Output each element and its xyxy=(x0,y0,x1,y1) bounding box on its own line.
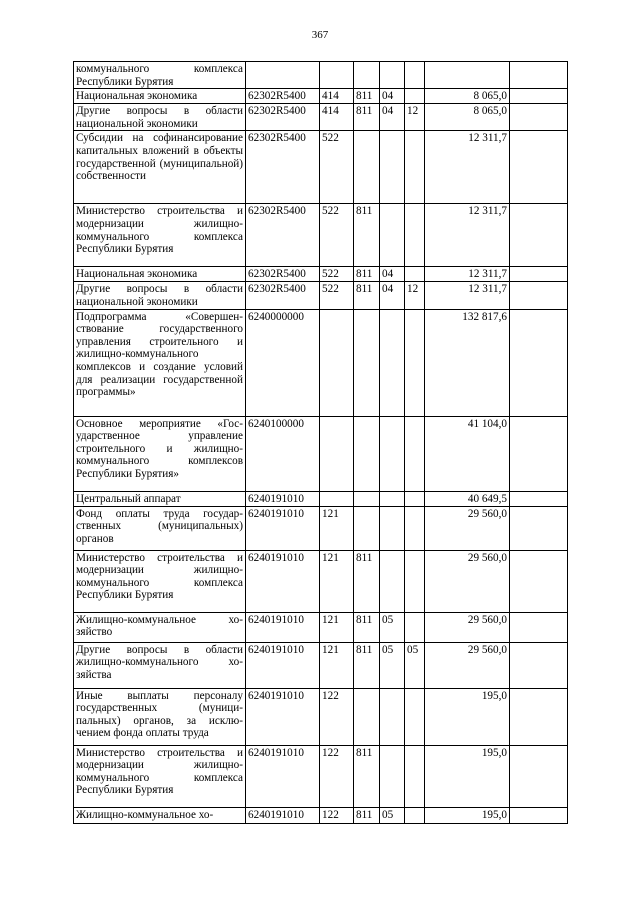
row-subsection-cell xyxy=(405,62,425,89)
budget-table-body xyxy=(74,62,568,824)
table-row xyxy=(74,491,568,506)
row-section-cell: 05 xyxy=(380,642,405,688)
table-row xyxy=(74,642,568,688)
row-administrator-cell: 811 xyxy=(354,267,380,282)
row-administrator-cell: 811 xyxy=(354,807,380,823)
row-amount-cell xyxy=(425,62,510,89)
row-empty-cell xyxy=(510,62,568,89)
row-section-cell xyxy=(380,745,405,807)
row-expense-type-cell: 522 xyxy=(320,282,354,309)
row-administrator-cell: 811 xyxy=(354,612,380,642)
row-empty-cell xyxy=(510,309,568,416)
row-target-article-cell: 62302R5400 xyxy=(246,204,320,267)
row-expense-type-cell: 121 xyxy=(320,506,354,550)
row-target-article-cell: 6240191010 xyxy=(246,550,320,612)
row-name-cell: коммунального комплекса Республики Бурятия xyxy=(74,62,246,89)
row-administrator-cell xyxy=(354,62,380,89)
row-expense-type-cell: 522 xyxy=(320,131,354,204)
row-name-cell: Министерство строительства и модернизации жилищно-коммунального комплекса Республики Бурятия xyxy=(74,204,246,267)
row-amount-cell: 41 104,0 xyxy=(425,416,510,491)
row-target-article-cell: 6240191010 xyxy=(246,506,320,550)
row-name-cell: Жилищно-коммунальное хозяйство xyxy=(74,612,246,642)
row-name-cell: Жилищно-коммунальное хо- xyxy=(74,807,246,823)
row-amount-cell: 132 817,6 xyxy=(425,309,510,416)
table-row xyxy=(74,807,568,823)
row-section-cell xyxy=(380,688,405,745)
row-subsection-cell xyxy=(405,612,425,642)
row-expense-type-cell: 122 xyxy=(320,745,354,807)
row-empty-cell xyxy=(510,131,568,204)
row-empty-cell xyxy=(510,416,568,491)
row-empty-cell xyxy=(510,642,568,688)
row-expense-type-cell xyxy=(320,491,354,506)
page-number: 367 xyxy=(311,29,329,41)
row-name-cell: Подпрограмма «Совершенствование государственного управления строительного и жилищно-коммунального комплексов и создание условий для реализации государственной программы» xyxy=(74,309,246,416)
row-expense-type-cell xyxy=(320,309,354,416)
row-administrator-cell xyxy=(354,131,380,204)
row-administrator-cell xyxy=(354,309,380,416)
row-expense-type-cell: 122 xyxy=(320,807,354,823)
table-row xyxy=(74,416,568,491)
row-target-article-cell: 62302R5400 xyxy=(246,89,320,104)
table-row xyxy=(74,267,568,282)
row-empty-cell xyxy=(510,807,568,823)
row-amount-cell: 29 560,0 xyxy=(425,550,510,612)
row-target-article-cell xyxy=(246,62,320,89)
table-row xyxy=(74,104,568,131)
row-section-cell: 04 xyxy=(380,267,405,282)
row-administrator-cell: 811 xyxy=(354,282,380,309)
row-empty-cell xyxy=(510,688,568,745)
row-name-cell: Субсидии на софинансирование капитальных вложений в объекты государственной (муниципальной) собственности xyxy=(74,131,246,204)
table-row xyxy=(74,745,568,807)
row-name-cell: Основное мероприятие «Государственное управление строительного и жилищно-коммунального комплексов Республики Бурятия» xyxy=(74,416,246,491)
row-amount-cell: 12 311,7 xyxy=(425,204,510,267)
row-target-article-cell: 6240000000 xyxy=(246,309,320,416)
row-empty-cell xyxy=(510,612,568,642)
row-amount-cell: 195,0 xyxy=(425,688,510,745)
row-name-cell: Министерство строительства и модернизации жилищно-коммунального комплекса Республики Бурятия xyxy=(74,745,246,807)
row-amount-cell: 8 065,0 xyxy=(425,89,510,104)
row-target-article-cell: 6240100000 xyxy=(246,416,320,491)
row-target-article-cell: 62302R5400 xyxy=(246,131,320,204)
row-administrator-cell xyxy=(354,688,380,745)
row-amount-cell: 8 065,0 xyxy=(425,104,510,131)
row-subsection-cell xyxy=(405,416,425,491)
row-empty-cell xyxy=(510,104,568,131)
row-target-article-cell: 6240191010 xyxy=(246,807,320,823)
table-row xyxy=(74,89,568,104)
row-section-cell: 05 xyxy=(380,612,405,642)
table-row xyxy=(74,550,568,612)
row-section-cell xyxy=(380,416,405,491)
row-amount-cell: 195,0 xyxy=(425,807,510,823)
row-amount-cell: 29 560,0 xyxy=(425,506,510,550)
row-administrator-cell xyxy=(354,416,380,491)
row-empty-cell xyxy=(510,204,568,267)
row-amount-cell: 40 649,5 xyxy=(425,491,510,506)
table-row xyxy=(74,309,568,416)
budget-table xyxy=(73,61,568,824)
row-subsection-cell xyxy=(405,89,425,104)
row-administrator-cell: 811 xyxy=(354,550,380,612)
row-section-cell xyxy=(380,62,405,89)
row-expense-type-cell: 121 xyxy=(320,550,354,612)
row-amount-cell: 12 311,7 xyxy=(425,282,510,309)
row-subsection-cell: 12 xyxy=(405,104,425,131)
row-name-cell: Иные выплаты персоналу государственных (муниципальных) органов, за исключением фонда оплаты труда xyxy=(74,688,246,745)
row-expense-type-cell: 414 xyxy=(320,104,354,131)
row-expense-type-cell: 122 xyxy=(320,688,354,745)
row-administrator-cell: 811 xyxy=(354,204,380,267)
row-administrator-cell: 811 xyxy=(354,104,380,131)
table-row xyxy=(74,204,568,267)
row-subsection-cell xyxy=(405,745,425,807)
row-section-cell xyxy=(380,309,405,416)
row-amount-cell: 29 560,0 xyxy=(425,612,510,642)
row-empty-cell xyxy=(510,282,568,309)
row-section-cell xyxy=(380,491,405,506)
row-subsection-cell xyxy=(405,491,425,506)
table-row xyxy=(74,506,568,550)
row-subsection-cell xyxy=(405,131,425,204)
row-section-cell xyxy=(380,506,405,550)
row-section-cell xyxy=(380,550,405,612)
row-subsection-cell xyxy=(405,267,425,282)
row-name-cell: Национальная экономика xyxy=(74,89,246,104)
row-expense-type-cell: 522 xyxy=(320,204,354,267)
row-name-cell: Другие вопросы в области жилищно-коммунального хозяйства xyxy=(74,642,246,688)
row-administrator-cell xyxy=(354,506,380,550)
table-row xyxy=(74,612,568,642)
row-name-cell: Национальная экономика xyxy=(74,267,246,282)
row-administrator-cell xyxy=(354,491,380,506)
row-name-cell: Фонд оплаты труда государственных (муниципальных) органов xyxy=(74,506,246,550)
table-row xyxy=(74,131,568,204)
row-name-cell: Другие вопросы в области национальной экономики xyxy=(74,104,246,131)
row-subsection-cell xyxy=(405,807,425,823)
row-section-cell xyxy=(380,204,405,267)
row-subsection-cell xyxy=(405,204,425,267)
row-empty-cell xyxy=(510,89,568,104)
row-subsection-cell: 05 xyxy=(405,642,425,688)
row-amount-cell: 12 311,7 xyxy=(425,267,510,282)
row-target-article-cell: 62302R5400 xyxy=(246,104,320,131)
row-subsection-cell xyxy=(405,550,425,612)
row-section-cell: 05 xyxy=(380,807,405,823)
row-expense-type-cell: 522 xyxy=(320,267,354,282)
row-subsection-cell xyxy=(405,688,425,745)
row-administrator-cell: 811 xyxy=(354,745,380,807)
row-administrator-cell: 811 xyxy=(354,642,380,688)
row-amount-cell: 195,0 xyxy=(425,745,510,807)
row-name-cell: Центральный аппарат xyxy=(74,491,246,506)
table-row xyxy=(74,282,568,309)
row-target-article-cell: 62302R5400 xyxy=(246,282,320,309)
row-subsection-cell: 12 xyxy=(405,282,425,309)
row-section-cell: 04 xyxy=(380,89,405,104)
row-section-cell: 04 xyxy=(380,282,405,309)
row-target-article-cell: 6240191010 xyxy=(246,745,320,807)
row-target-article-cell: 6240191010 xyxy=(246,491,320,506)
row-empty-cell xyxy=(510,267,568,282)
row-empty-cell xyxy=(510,491,568,506)
row-empty-cell xyxy=(510,550,568,612)
row-section-cell xyxy=(380,131,405,204)
row-subsection-cell xyxy=(405,309,425,416)
row-target-article-cell: 6240191010 xyxy=(246,612,320,642)
table-row xyxy=(74,62,568,89)
row-empty-cell xyxy=(510,745,568,807)
table-row xyxy=(74,688,568,745)
row-name-cell: Другие вопросы в области национальной экономики xyxy=(74,282,246,309)
row-target-article-cell: 62302R5400 xyxy=(246,267,320,282)
row-amount-cell: 12 311,7 xyxy=(425,131,510,204)
row-section-cell: 04 xyxy=(380,104,405,131)
row-expense-type-cell xyxy=(320,416,354,491)
row-administrator-cell: 811 xyxy=(354,89,380,104)
row-target-article-cell: 6240191010 xyxy=(246,688,320,745)
row-expense-type-cell: 121 xyxy=(320,642,354,688)
row-amount-cell: 29 560,0 xyxy=(425,642,510,688)
row-expense-type-cell xyxy=(320,62,354,89)
row-empty-cell xyxy=(510,506,568,550)
row-name-cell: Министерство строительства и модернизации жилищно-коммунального комплекса Республики Бурятия xyxy=(74,550,246,612)
row-subsection-cell xyxy=(405,506,425,550)
row-expense-type-cell: 414 xyxy=(320,89,354,104)
row-target-article-cell: 6240191010 xyxy=(246,642,320,688)
row-expense-type-cell: 121 xyxy=(320,612,354,642)
